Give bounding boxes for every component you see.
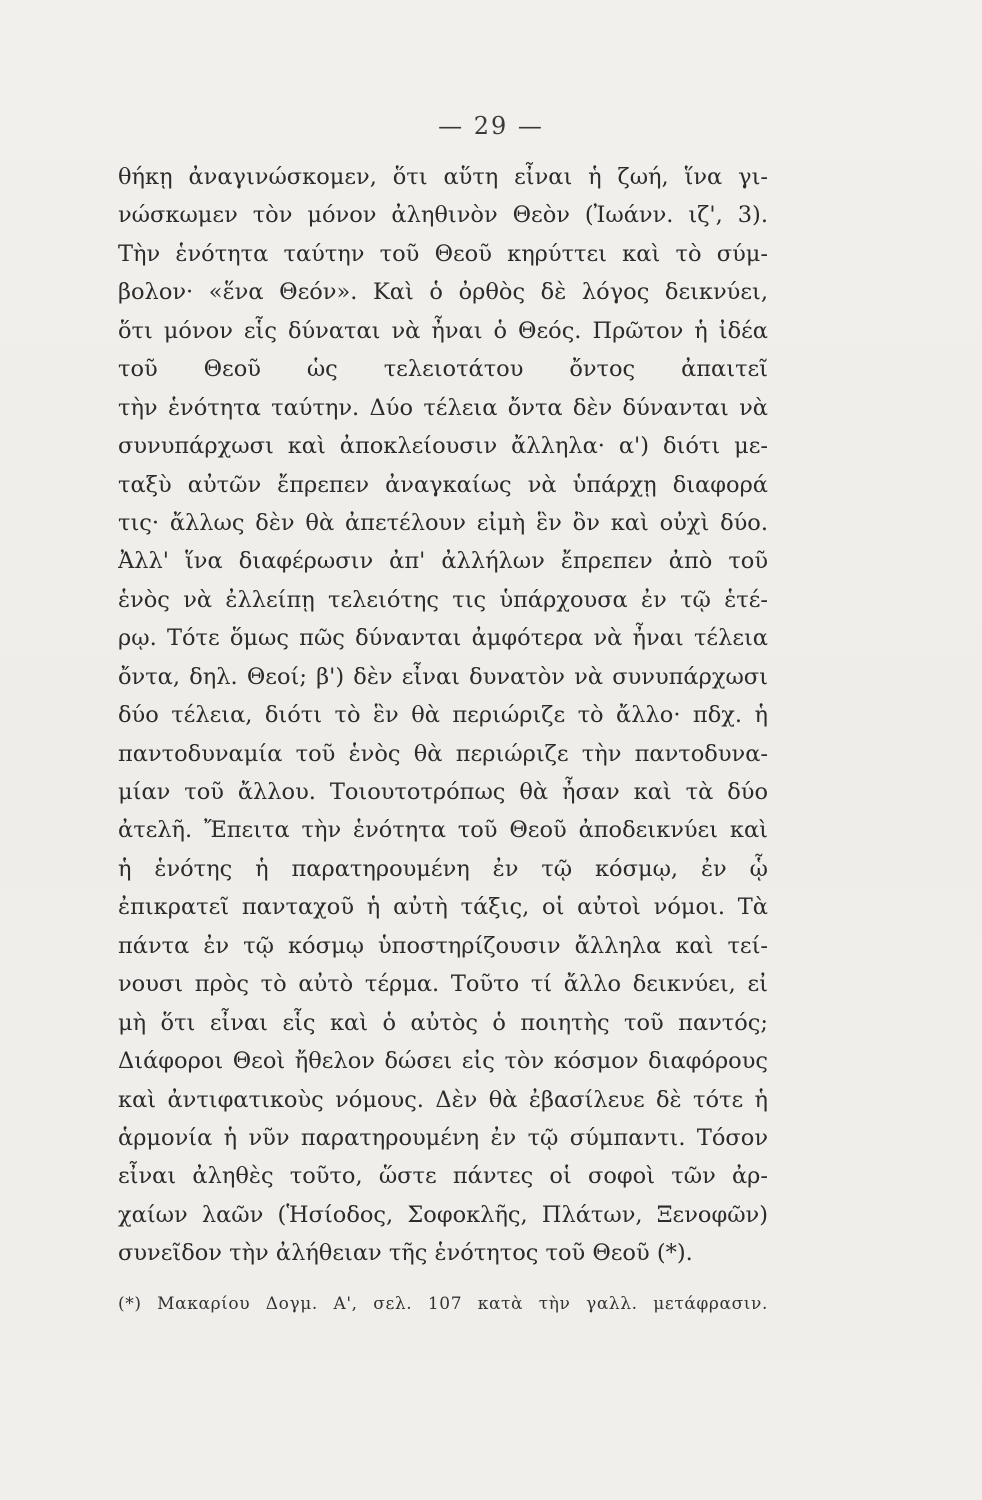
text-line: Ἀλλ' ἵνα διαφέρωσιν ἀπ' ἀλλήλων ἔπρεπεν ἀπὸ τοῦ [118, 548, 768, 575]
text-line: συνυπάρχωσι καὶ ἀποκλείουσιν ἄλληλα· α') διότι με- [118, 433, 768, 460]
text-line: ὅτι μόνον εἷς δύναται νὰ ἦναι ὁ Θεός. Πρῶτον ἡ ἰδέα [118, 317, 768, 344]
text-line: νώσκωμεν τὸν μόνον ἀληθινὸν Θεὸν (Ἰωάνν. ιζ', 3). [118, 202, 768, 229]
body-text [118, 158, 768, 1273]
text-line: ἀτελῆ. Ἔπειτα τὴν ἑνότητα τοῦ Θεοῦ ἀποδεικνύει καὶ [118, 817, 768, 844]
text-line: δύο τέλεια, διότι τὸ ἓν θὰ περιώριζε τὸ ἄλλο· πδχ. ἡ [118, 702, 768, 729]
text-line: θήκῃ ἀναγινώσκομεν, ὅτι αὕτη εἶναι ἡ ζωή, ἵνα γι- [118, 164, 768, 190]
text-line: ἐπικρατεῖ πανταχοῦ ἡ αὐτὴ τάξις, οἱ αὐτοὶ νόμοι. Τὰ [118, 894, 768, 921]
text-line: χαίων λαῶν (Ἡσίοδος, Σοφοκλῆς, Πλάτων, Ξενοφῶν) [118, 1201, 768, 1228]
text-line: πάντα ἐν τῷ κόσμῳ ὑποστηρίζουσιν ἄλληλα καὶ τεί- [118, 932, 768, 959]
text-line: τις· ἄλλως δὲν θὰ ἀπετέλουν εἰμὴ ἓν ὂν καὶ οὐχὶ δύο. [118, 509, 768, 536]
text-line: συνεῖδον τὴν ἀλήθειαν τῆς ἑνότητος τοῦ Θεοῦ (*). [118, 1240, 693, 1267]
text-line: καὶ ἀντιφατικοὺς νόμους. Δὲν θὰ ἐβασίλευε δὲ τότε ἡ [118, 1086, 768, 1113]
text-line: παντοδυναμία τοῦ ἑνὸς θὰ περιώριζε τὴν παντοδυνα- [118, 740, 768, 767]
text-line: μὴ ὅτι εἶναι εἷς καὶ ὁ αὐτὸς ὁ ποιητὴς τοῦ παντός; [118, 1009, 768, 1036]
footnote: (*) Μακαρίου Δογμ. Α', σελ. 107 κατὰ τὴν γαλλ. μετάφρασιν. [118, 1294, 768, 1314]
page-number: — 29 — [438, 112, 544, 140]
text-line: ἡ ἑνότης ἡ παρατηρουμένη ἐν τῷ κόσμῳ, ἐν ᾧ [118, 855, 768, 882]
text-line: νουσι πρὸς τὸ αὐτὸ τέρμα. Τοῦτο τί ἄλλο δεικνύει, εἰ [118, 971, 768, 998]
text-line: ὄντα, δηλ. Θεοί; β') δὲν εἶναι δυνατὸν νὰ συνυπάρχωσι [118, 663, 768, 690]
text-line: ἑνὸς νὰ ἐλλείπῃ τελειότης τις ὑπάρχουσα ἐν τῷ ἑτέ- [118, 586, 768, 613]
text-line: ἁρμονία ἡ νῦν παρατηρουμένη ἐν τῷ σύμπαντι. Τόσον [118, 1124, 768, 1151]
text-line: ταξὺ αὐτῶν ἔπρεπεν ἀναγκαίως νὰ ὑπάρχῃ διαφορά [118, 471, 768, 498]
text-line: μίαν τοῦ ἄλλου. Τοιουτοτρόπως θὰ ἦσαν καὶ τὰ δύο [118, 779, 768, 805]
text-line: τοῦ Θεοῦ ὡς τελειοτάτου ὄντος ἀπαιτεῖ [118, 356, 768, 383]
text-line: Διάφοροι Θεοὶ ἤθελον δώσει εἰς τὸν κόσμον διαφόρους [118, 1048, 768, 1075]
text-line: βολον· «ἕνα Θεόν». Καὶ ὁ ὀρθὸς δὲ λόγος δεικνύει, [118, 279, 768, 306]
text-line: ρῳ. Τότε ὅμως πῶς δύνανται ἀμφότερα νὰ ἦναι τέλεια [118, 625, 768, 652]
text-line: Τὴν ἑνότητα ταύτην τοῦ Θεοῦ κηρύττει καὶ τὸ σύμ- [118, 240, 768, 267]
text-line: τὴν ἑνότητα ταύτην. Δύο τέλεια ὄντα δὲν δύνανται νὰ [118, 394, 768, 421]
text-line: εἶναι ἀληθὲς τοῦτο, ὥστε πάντες οἱ σοφοὶ τῶν ἀρ- [118, 1163, 768, 1190]
